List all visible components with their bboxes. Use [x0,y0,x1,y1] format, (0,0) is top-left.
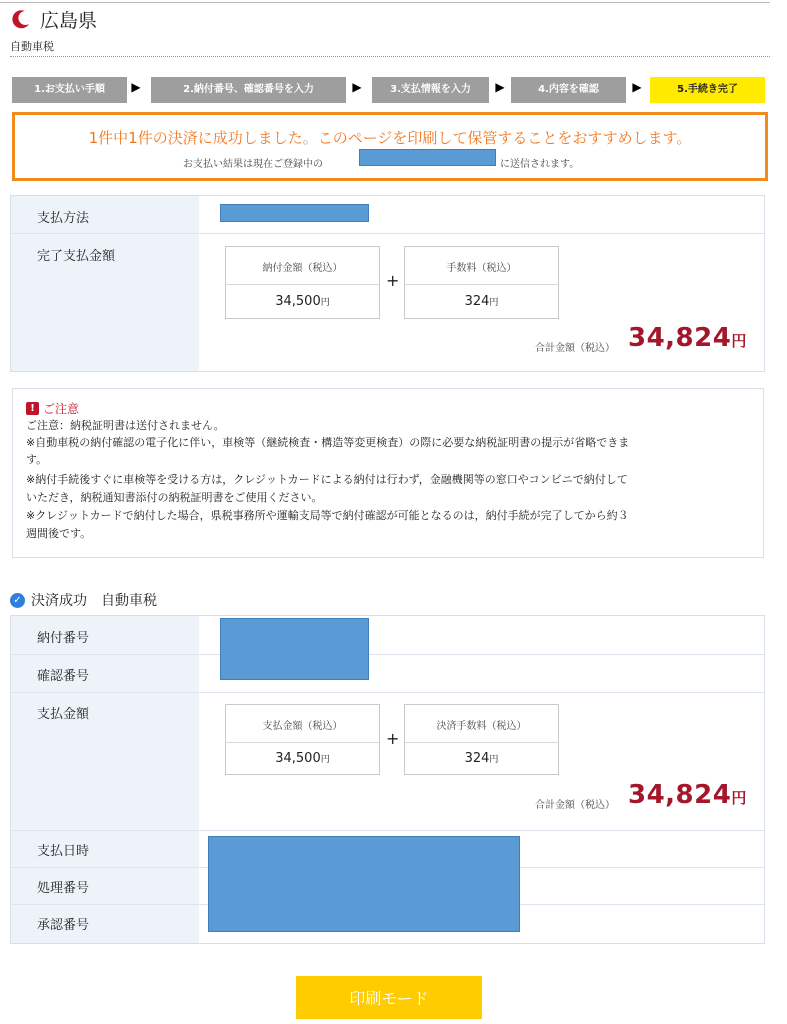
row-divider [11,692,764,693]
step-1: 1.お支払い手順 [12,77,127,103]
row-divider [11,233,764,234]
note-line: ※クレジットカードで納付した場合，県税事務所や運輸支局等で納付確認が可能となるのは，納付手続が完了してから約３ [26,509,629,522]
note-line: す。 [26,453,48,466]
header-divider [10,56,770,57]
check-icon: ✓ [10,593,25,608]
step-arrow-icon: ▶ [632,80,642,94]
redacted-email [359,149,496,166]
step-3: 3.支払情報を入力 [372,77,489,103]
success-message: 1件中1件の決済に成功しました。このページを印刷して保管することをおすすめします。 [88,129,692,147]
print-mode-button[interactable]: 印刷モード [296,976,482,1019]
fee-box [404,246,559,319]
notice-text-prefix: お支払い結果は現在ご登録中の [183,159,323,170]
step-arrow-icon: ▶ [495,80,505,94]
page-subtitle: 自動車税 [10,40,54,53]
tax-amount-box [225,246,380,319]
approval-number-label: 承認番号 [37,918,90,933]
redacted-transaction-details [208,836,520,932]
note-line: 週間後です。 [26,527,92,540]
row-divider [11,654,764,655]
fee-header: 手数料（税込） [446,263,517,274]
step-arrow-icon: ▶ [131,80,141,94]
warning-icon: ! [26,402,39,415]
settlement-fee-header: 決済手数料（税込） [436,721,527,732]
total-label: 合計金額（税込） [535,343,615,354]
process-number-label: 処理番号 [37,881,90,896]
note-line: ※納付手続後すぐに車検等を受ける方は，クレジットカードによる納付は行わず，金融機関等の窓口やコンビニで納付して [26,473,628,486]
note-line: いただき，納税通知書添付の納税証明書をご使用ください。 [26,491,323,504]
completed-amount-label: 完了支払金額 [37,249,116,264]
paid-amount-header: 支払金額（税込） [262,721,343,732]
success-message-box [12,112,768,181]
notes-title: ご注意 [43,402,80,416]
prefecture-name: 広島県 [40,10,98,32]
settlement-total-label: 合計金額（税込） [535,800,615,811]
tax-amount-header: 納付金額（税込） [262,263,343,274]
row-divider [11,830,764,831]
top-border [0,2,770,3]
confirm-number-label: 確認番号 [37,669,90,684]
prefecture-logo-icon [10,8,32,30]
payment-number-label: 納付番号 [37,631,90,646]
settlement-total-amount: 34,824円 [628,780,747,810]
redacted-payment-method [220,204,369,222]
redacted-payment-numbers [220,618,369,680]
paid-amount-box [225,704,380,775]
tax-amount-value: 34,500円 [275,294,330,309]
plus-sign: + [386,271,400,290]
payment-method-label: 支払方法 [37,211,90,226]
notice-text-suffix: に送信されます。 [500,159,580,170]
settlement-title: 決済成功 自動車税 [31,593,157,609]
settlement-fee-box [404,704,559,775]
paid-amount-label: 支払金額 [37,707,90,722]
paid-amount-value: 34,500円 [275,751,330,766]
step-arrow-icon: ▶ [352,80,362,94]
settlement-fee-value: 324円 [464,751,499,766]
step-5-current: 5.手続き完了 [650,77,765,103]
note-line: ※自動車税の納付確認の電子化に伴い，車検等（継続検査・構造等変更検査）の際に必要な納税証明書の提示が省略できま [26,436,630,449]
fee-value: 324円 [464,294,499,309]
total-amount: 34,824円 [628,323,747,353]
step-4: 4.内容を確認 [511,77,626,103]
plus-sign: + [386,729,400,748]
step-2: 2.納付番号、確認番号を入力 [151,77,346,103]
note-line: ご注意：納税証明書は送付されません。 [26,419,225,432]
pay-datetime-label: 支払日時 [37,844,90,859]
